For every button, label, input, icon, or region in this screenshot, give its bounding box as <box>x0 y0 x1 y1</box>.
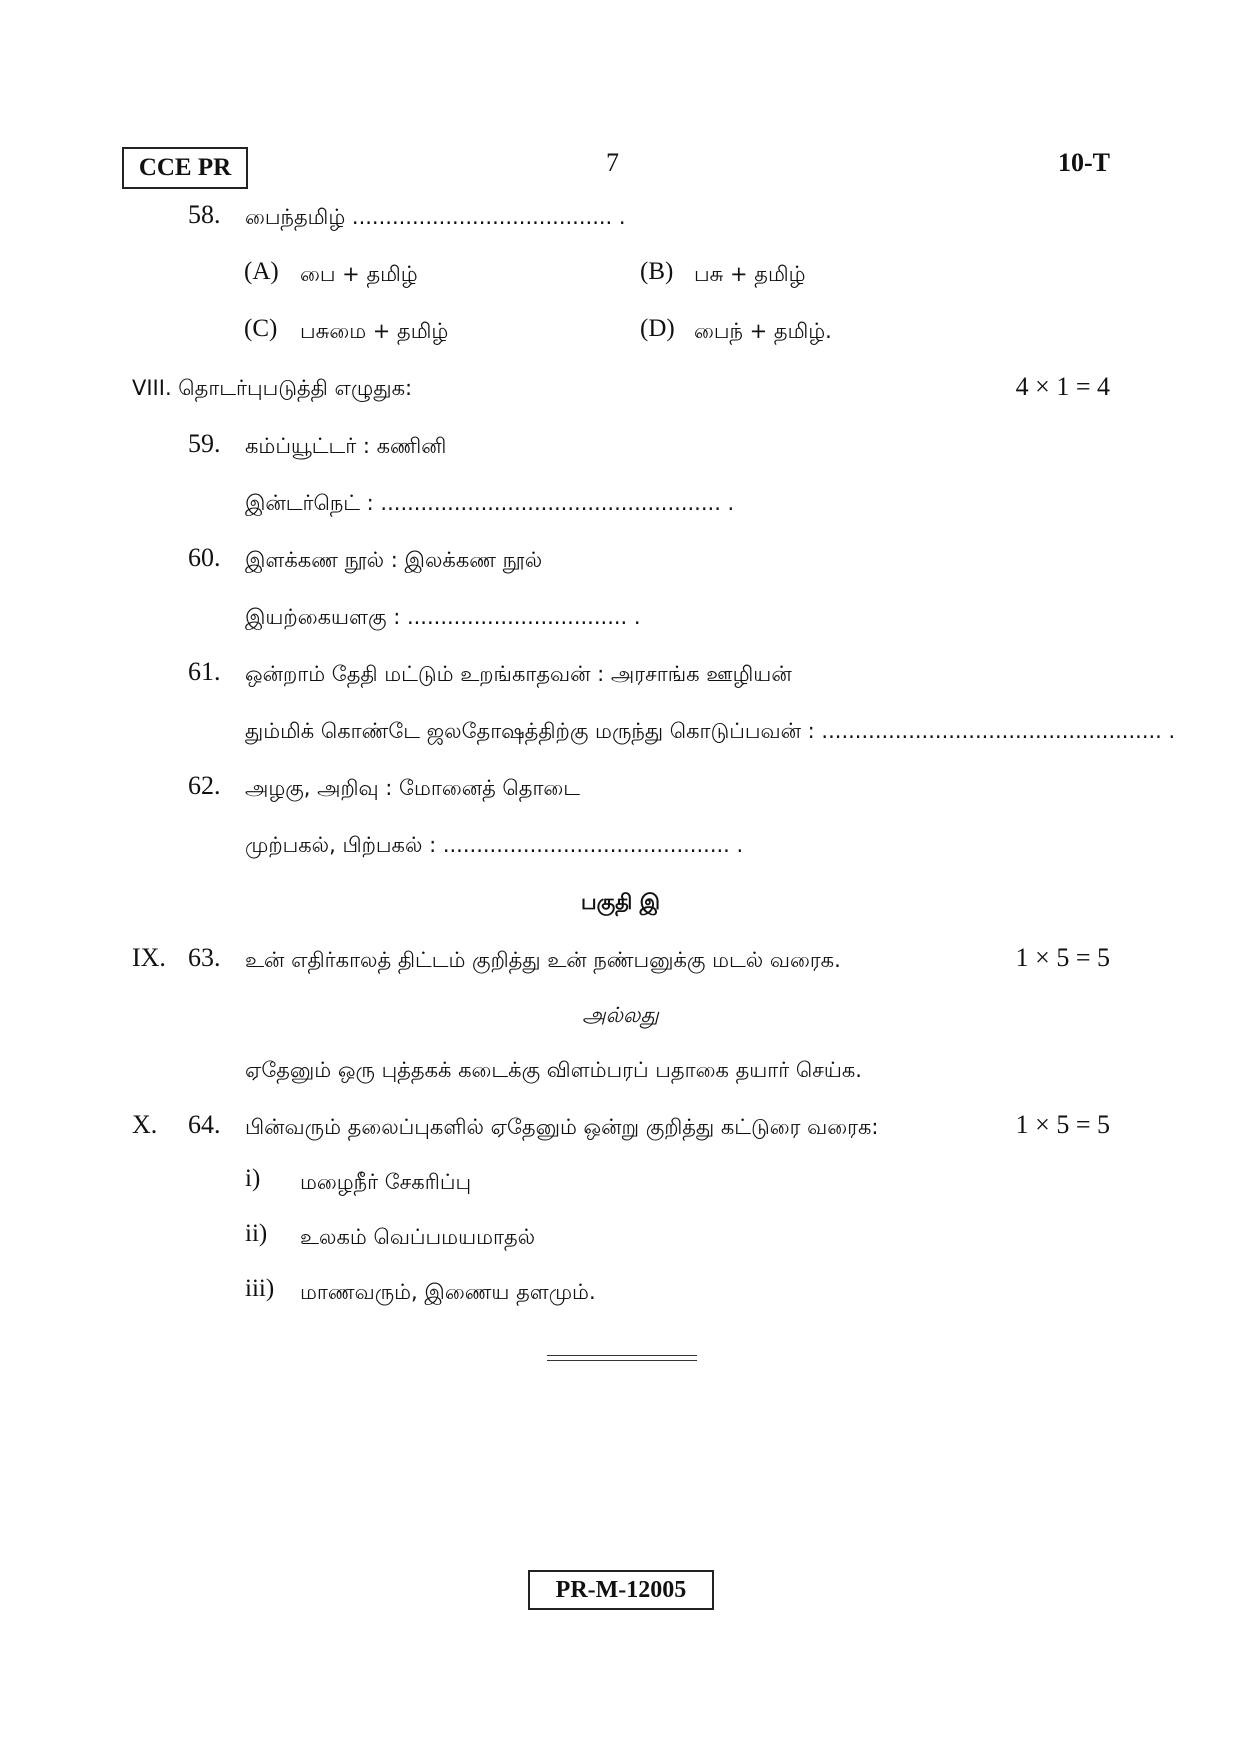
part-title: பகுதி இ <box>580 890 661 914</box>
q64-item-3-text: மாணவரும், இணைய தளமும். <box>300 1280 596 1304</box>
paper-code: 10-T <box>1058 148 1110 177</box>
or-text: அல்லது <box>582 1003 659 1027</box>
q63-alt-text: ஏதேனும் ஒரு புத்தகக் கடைக்கு விளம்பரப் பதாகை தயார் செய்க. <box>245 1058 862 1082</box>
section-8-marks: 4 × 1 = 4 <box>1015 372 1110 401</box>
q63-text: உன் எதிர்காலத் திட்டம் குறித்து உன் நண்பனுக்கு மடல் வரைக. <box>245 948 841 972</box>
q58-option-d-label: (D) <box>640 315 675 342</box>
q64-item-2-text: உலகம் வெப்பமயமாதல் <box>300 1225 536 1249</box>
q63-number: 63. <box>188 943 221 972</box>
q60-line2: இயற்கையளகு : ................................. . <box>245 605 641 629</box>
header-code-box: CCE PR <box>122 147 248 189</box>
q58-option-a-text: பை + தமிழ் <box>300 262 418 286</box>
q58-number: 58. <box>188 200 221 229</box>
q62-line1: அழகு, அறிவு : மோனைத் தொடை <box>245 776 581 800</box>
q58-stem: பைந்தமிழ் ....................................... . <box>245 205 626 229</box>
section-10-marks: 1 × 5 = 5 <box>1015 1110 1110 1139</box>
q64-item-1-text: மழைநீர் சேகரிப்பு <box>300 1170 472 1194</box>
q62-number: 62. <box>188 771 221 800</box>
q60-line1: இளக்கண நூல் : இலக்கண நூல் <box>245 548 543 572</box>
footer-code-box: PR-M-12005 <box>528 1570 714 1610</box>
end-rule-top <box>547 1355 697 1356</box>
section-9-marks: 1 × 5 = 5 <box>1015 943 1110 972</box>
q62-line2: முற்பகல், பிற்பகல் : ........................................... . <box>245 833 744 857</box>
q58-option-c-label: (C) <box>244 315 278 342</box>
section-10-roman: X. <box>132 1110 158 1139</box>
page-number: 7 <box>606 148 619 177</box>
section-9-roman: IX. <box>132 943 166 972</box>
q58-option-a-label: (A) <box>244 258 279 285</box>
q64-item-2-label: ii) <box>245 1220 268 1247</box>
q58-option-b-text: பசு + தமிழ் <box>694 262 806 286</box>
q59-number: 59. <box>188 429 221 458</box>
end-rule-bottom <box>547 1360 697 1361</box>
q64-item-1-label: i) <box>245 1165 261 1192</box>
q60-number: 60. <box>188 543 221 572</box>
q64-text: பின்வரும் தலைப்புகளில் ஏதேனும் ஒன்று குறித்து கட்டுரை வரைக: <box>245 1115 879 1139</box>
q61-line1: ஒன்றாம் தேதி மட்டும் உறங்காதவன் : அரசாங்க ஊழியன் <box>245 662 792 686</box>
q58-option-d-text: பைந் + தமிழ். <box>694 319 832 343</box>
q64-number: 64. <box>188 1110 221 1139</box>
q58-option-c-text: பசுமை + தமிழ் <box>300 319 449 343</box>
q58-option-b-label: (B) <box>640 258 674 285</box>
q61-line2: தும்மிக் கொண்டே ஜலதோஷத்திற்கு மருந்து கொடுப்பவன் : ................................................... . <box>245 719 1176 743</box>
q61-number: 61. <box>188 657 221 686</box>
q64-item-3-label: iii) <box>245 1275 275 1302</box>
q59-line1: கம்ப்யூட்டர் : கணினி <box>245 434 447 458</box>
section-8-heading: VIII. தொடர்புபடுத்தி எழுதுக: <box>132 376 413 400</box>
q59-line2: இன்டர்நெட் : ................................................... . <box>245 491 735 515</box>
